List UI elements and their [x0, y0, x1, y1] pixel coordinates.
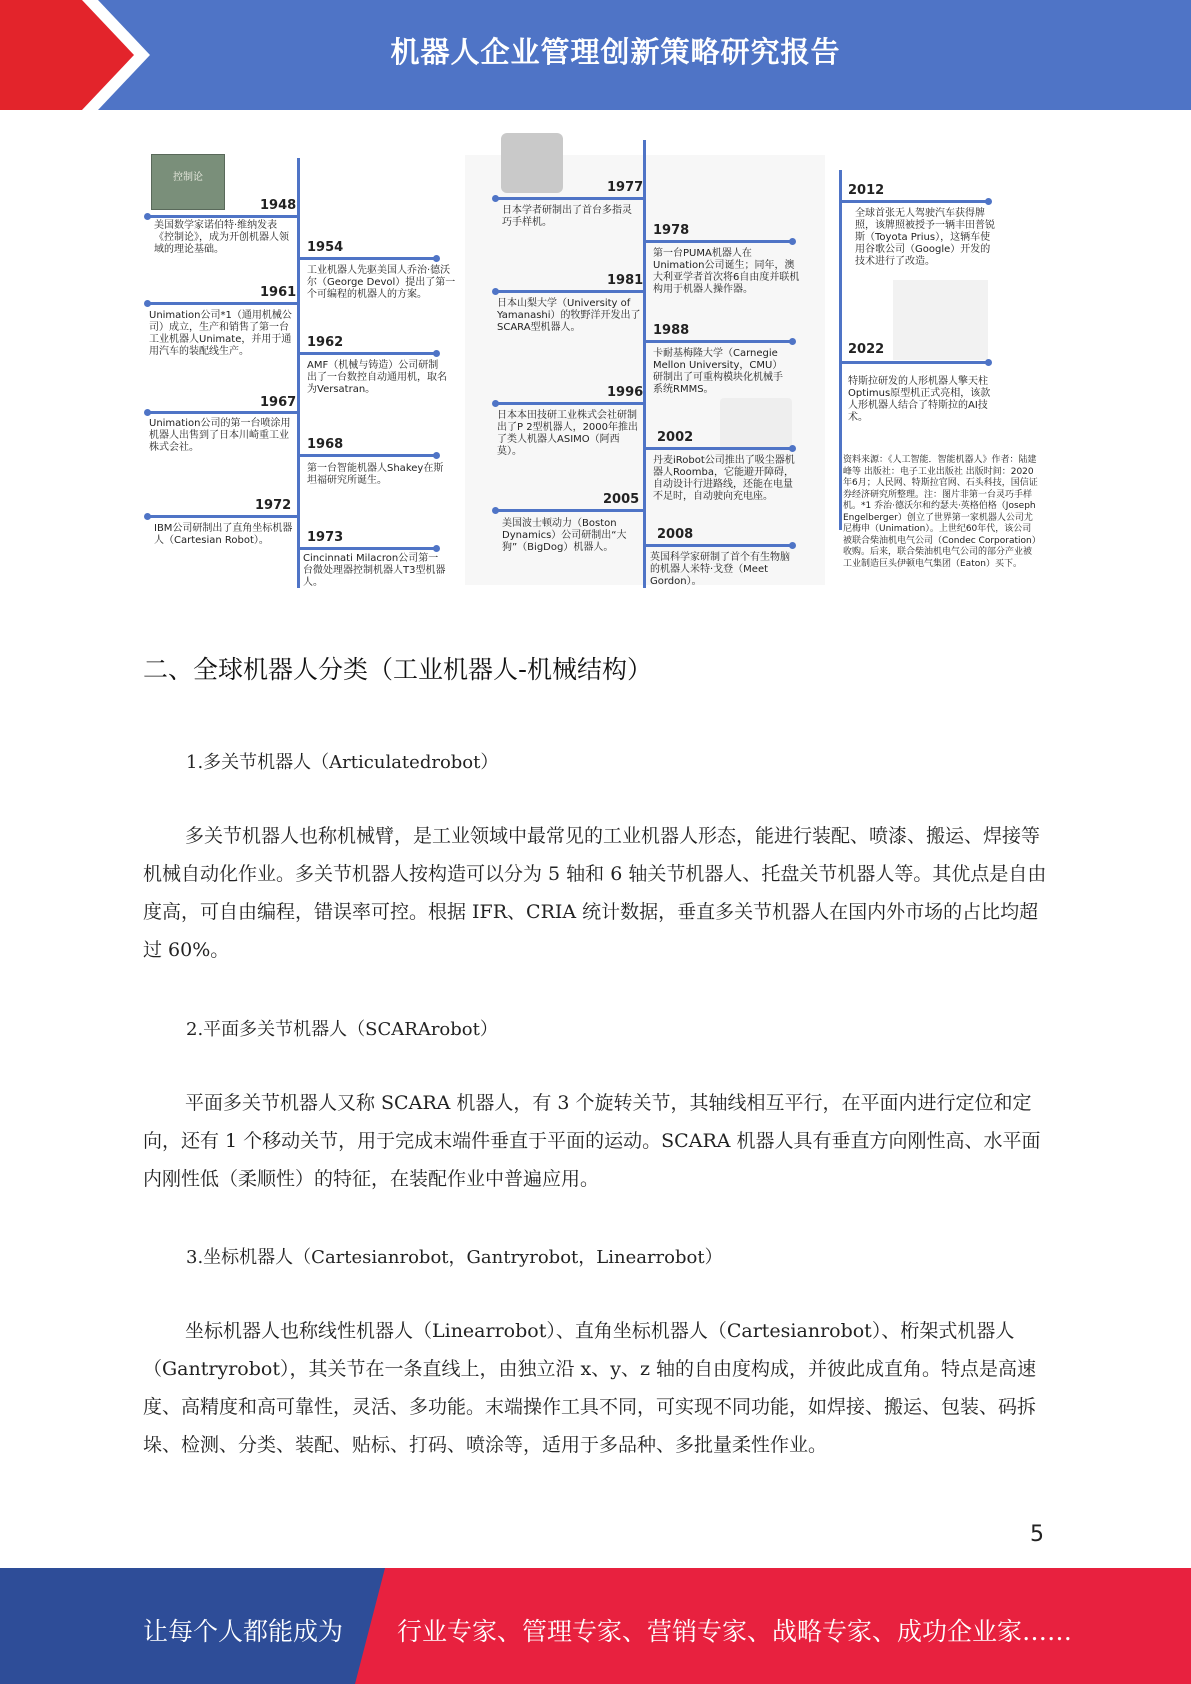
event-text: AMF（机械与铸造）公司研制出了一台数控自动通用机，取名为Versatran。 [307, 360, 447, 395]
section-heading: 二、全球机器人分类（工业机器人-机械结构） [143, 655, 653, 684]
event-line [297, 547, 437, 550]
event-text: Cincinnati Milacron公司第一台微处理器控制机器人T3型机器人。 [303, 553, 446, 588]
event-dot [492, 507, 499, 514]
event-year: 2005 [603, 492, 640, 507]
event-dot [144, 300, 151, 307]
event-year: 1996 [607, 385, 644, 400]
event-line [643, 544, 793, 547]
event-dot [433, 545, 440, 552]
event-dot [433, 350, 440, 357]
event-text: 丹麦iRobot公司推出了吸尘器机器人Roomba，它能避开障碍，自动设计行进路线，还能在电量不足时，自动驶向充电座。 [653, 455, 795, 502]
event-line [495, 402, 643, 405]
event-year: 1968 [307, 437, 344, 452]
timeline-axis [839, 170, 842, 530]
page-header [0, 0, 1191, 110]
paragraph: 平面多关节机器人又称 SCARA 机器人，有 3 个旋转关节，其轴线相互平行，在平面内进行定位和定向，还有 1 个移动关节，用于完成末端件垂直于平面的运动。SCARA 机器人具有垂直方向刚性高、水平面内刚性低（柔顺性）的特征，在装配作业中普遍应用。 [143, 1092, 1041, 1190]
event-text: 第一台PUMA机器人在Unimation公司诞生；同年，澳大利亚学者首次将6自由度并联机构用于机器人操作器。 [653, 248, 800, 295]
event-text: 卡耐基梅隆大学（Carnegie Mellon University，CMU）研制出了可重构模块化机械手系统RMMS。 [653, 348, 783, 395]
event-year: 1972 [255, 498, 292, 513]
event-year: 1978 [653, 223, 690, 238]
event-text: 特斯拉研发的人形机器人擎天柱Optimus原型机正式亮相，该款人形机器人结合了特斯拉的AI技术。 [848, 376, 991, 423]
event-dot [492, 288, 499, 295]
event-text: Unimation公司的第一台喷涂用机器人出售到了日本川崎重工业株式会社。 [149, 418, 291, 453]
event-dot [789, 238, 796, 245]
event-dot [789, 542, 796, 549]
event-text: 日本山梨大学（University of Yamanashi）的牧野洋开发出了SCARA型机器人。 [497, 298, 641, 333]
book-cover-image: 控制论 [151, 154, 225, 210]
subsection-title: 2.平面多关节机器人（SCARArobot） [186, 1019, 498, 1040]
paragraph: 坐标机器人也称线性机器人（Linearrobot）、直角坐标机器人（Cartesianrobot）、桁架式机器人（Gantryrobot），其关节在一条直线上，由独立沿 x、y、z 轴的自由度构成，并彼此成直角。特点是高速度、高精度和高可靠性，灵活、多功能。末端操作工具不同，可实现不同功能，如焊接、搬运、包装、码拆垛、检测、分类、装配、贴标、打码、喷涂等，适用于多品种、多批量柔性作业。 [143, 1320, 1037, 1456]
event-year: 1962 [307, 335, 344, 350]
timeline-axis [297, 158, 300, 588]
event-line [643, 240, 793, 243]
event-dot [985, 359, 992, 366]
event-line [297, 454, 437, 457]
event-year: 1977 [607, 180, 644, 195]
event-line [147, 411, 297, 414]
event-text: 日本学者研制出了首台多指灵巧手样机。 [502, 205, 632, 228]
event-year: 1973 [307, 530, 344, 545]
event-line [297, 257, 437, 260]
event-text: 第一台智能机器人Shakey在斯坦福研究所诞生。 [307, 463, 444, 486]
event-line [147, 215, 297, 218]
event-line [839, 200, 989, 203]
event-year: 2002 [657, 430, 694, 445]
page-number: 5 [1030, 1522, 1044, 1547]
event-dot [789, 445, 796, 452]
source-note: 资料来源：《人工智能．智能机器人》作者：陆建峰等 出版社：电子工业出版社 出版时间：2020年6月；人民网、特斯拉官网、石头科技，国信证券经济研究所整理。注：图片非第一台灵巧手样机。*1 乔治·德沃尔和约瑟夫·英格伯格（Joseph Engelberger）创立了世界第一家机器人公司尤尼梅申（Unimation）。上世纪60年代，该公司被联合柴油机电气公司（Condec Corporation）收购。后来，联合柴油机电气公司的部分产业被工业制造巨头伊顿电气集团（Eaton）买下。 [843, 455, 1038, 569]
robot-history-timeline [145, 130, 1045, 595]
event-line [147, 302, 297, 305]
event-text: 美国波士顿动力（Boston Dynamics）公司研制出“大狗”（BigDog）机器人。 [502, 518, 627, 553]
event-year: 1948 [260, 198, 297, 213]
humanoid-robot-image [893, 280, 988, 360]
event-text: IBM公司研制出了直角坐标机器人（Cartesian Robot）。 [154, 523, 293, 546]
event-year: 2022 [848, 342, 885, 357]
event-text: 美国数学家诺伯特·维纳发表《控制论》，成为开创机器人领域的理论基础。 [154, 220, 289, 255]
vacuum-robot-image [720, 398, 792, 450]
event-line [495, 197, 643, 200]
page-footer [0, 1568, 1191, 1684]
event-year: 1981 [607, 273, 644, 288]
event-line [297, 352, 437, 355]
event-text: 全球首张无人驾驶汽车获得牌照，该牌照被授予一辆丰田普锐斯（Toyota Prius），这辆车使用谷歌公司（Google）开发的技术进行了改造。 [855, 208, 995, 267]
subsection-title: 3.坐标机器人（Cartesianrobot，Gantryrobot，Linearrobot） [186, 1247, 723, 1268]
event-dot [985, 198, 992, 205]
timeline-axis [643, 140, 646, 588]
event-text: 英国科学家研制了首个有生物脑的机器人米特·戈登（Meet Gordon）。 [650, 552, 790, 587]
event-dot [789, 338, 796, 345]
event-year: 2008 [657, 527, 694, 542]
event-line [495, 509, 643, 512]
footer-slogan-right: 行业专家、管理专家、营销专家、战略专家、成功企业家…… [397, 1617, 1073, 1646]
event-dot [492, 195, 499, 202]
event-text: 日本本田技研工业株式会社研制出了P 2型机器人，2000年推出了类人机器人ASIMO（阿西莫）。 [497, 410, 639, 457]
dexterous-hand-image [501, 133, 563, 193]
event-text: Unimation公司*1（通用机械公司）成立，生产和销售了第一台工业机器人Unimate，并用于通用汽车的装配线生产。 [149, 310, 292, 357]
event-line [643, 447, 793, 450]
event-year: 1988 [653, 323, 690, 338]
event-dot [433, 255, 440, 262]
event-dot [433, 452, 440, 459]
event-line [643, 340, 793, 343]
event-year: 1954 [307, 240, 344, 255]
event-year: 1961 [260, 285, 297, 300]
event-year: 1967 [260, 395, 297, 410]
footer-slogan-left: 让每个人都能成为 [143, 1617, 344, 1646]
event-line [495, 290, 643, 293]
event-text: 工业机器人先驱美国人乔治·德沃尔（George Devol）提出了第一个可编程的机器人的方案。 [307, 265, 456, 300]
event-line [147, 515, 297, 518]
paragraph: 多关节机器人也称机械臂，是工业领域中最常见的工业机器人形态，能进行装配、喷漆、搬运、焊接等机械自动化作业。多关节机器人按构造可以分为 5 轴和 6 轴关节机器人、托盘关节机器人等。其优点是自由度高，可自由编程，错误率可控。根据 IFR、CRIA 统计数据，垂直多关节机器人在国内外市场的占比均超过 60%。 [143, 825, 1047, 961]
event-line [839, 361, 989, 364]
subsection-title: 1.多关节机器人（Articulatedrobot） [186, 752, 499, 773]
header-title: 机器人企业管理创新策略研究报告 [390, 35, 841, 69]
event-dot [144, 409, 151, 416]
event-dot [144, 213, 151, 220]
event-year: 2012 [848, 183, 885, 198]
event-dot [492, 400, 499, 407]
event-dot [144, 513, 151, 520]
